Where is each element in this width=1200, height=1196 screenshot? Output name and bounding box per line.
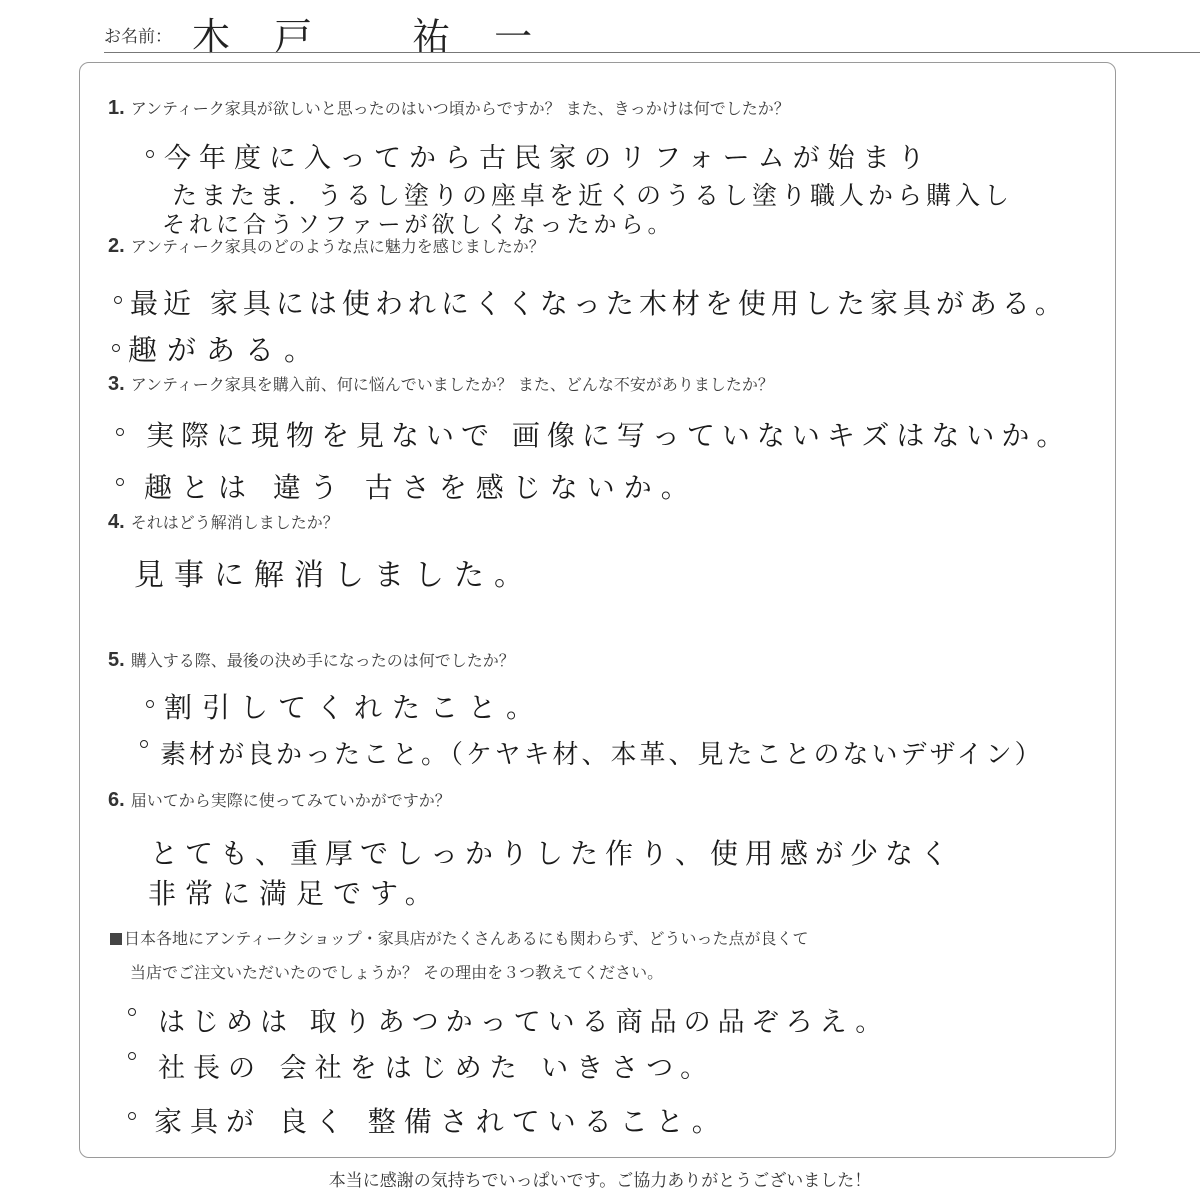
question-text: アンティーク家具を購入前、何に悩んでいましたか？ また、どんな不安がありましたか？ xyxy=(130,375,774,394)
question-number: 3. xyxy=(108,373,125,395)
question-number: 4. xyxy=(108,511,125,533)
answer-4-1: 見事に解消しました。 xyxy=(134,558,534,593)
answer-1-1: 今年度に入ってから古民家のリフォームが始まり xyxy=(164,143,933,174)
question-text: 購入する際、最後の決め手になったのは何でしたか？ xyxy=(130,651,515,670)
question-1 xyxy=(108,96,790,120)
bullet-icon xyxy=(116,478,124,486)
answer-2-1: 最近 家具には使われにくくなった木材を使用した家具がある。 xyxy=(130,287,1068,320)
answer-1-2: たまたま．うるし塗りの座卓を近くのうるし塗り職人から購入し xyxy=(172,181,1014,210)
question-3 xyxy=(108,372,774,396)
answer-6-1: とても、重厚でしっかりした作り、使用感が少なく xyxy=(150,837,956,870)
question-6 xyxy=(108,788,451,812)
question-number: 2. xyxy=(108,235,125,257)
answer-1-3: それに合うソファーが欲しくなったから。 xyxy=(162,212,675,238)
bullet-icon xyxy=(128,1008,136,1016)
name-label: お名前： xyxy=(104,27,172,47)
name-value: 木戸 祐一 xyxy=(192,15,577,59)
question-5 xyxy=(108,648,515,672)
bullet-icon xyxy=(146,700,154,708)
bonus-answer-1: はじめは 取りあつかっている商品の品ぞろえ。 xyxy=(158,1007,890,1038)
bonus-question-line-1: 日本各地にアンティークショップ・家具店がたくさんあるにも関わらず、どういった点が良くて xyxy=(110,926,808,949)
answer-3-1: 実際に現物を見ないで 画像に写っていないキズはないか。 xyxy=(146,419,1072,452)
question-number: 5. xyxy=(108,649,125,671)
question-number: 1. xyxy=(108,97,125,119)
name-underline xyxy=(104,52,1200,53)
question-2 xyxy=(108,234,545,258)
bonus-answer-3: 家具が 良く 整備されていること。 xyxy=(154,1105,728,1138)
bullet-icon xyxy=(112,344,120,352)
bullet-icon xyxy=(128,1052,136,1060)
answer-5-2: 素材が良かったこと。（ケヤキ材、本革、見たことのないデザイン） xyxy=(160,740,1044,770)
answer-6-2: 非常に満足です。 xyxy=(148,877,442,910)
square-bullet-icon xyxy=(110,933,122,945)
bonus-answer-2: 社長の 会社をはじめた いきさつ。 xyxy=(158,1053,716,1084)
bonus-question-line-2: 当店でご注文いただいたのでしょうか？ その理由を３つ教えてください。 xyxy=(130,963,664,982)
question-text: それはどう解消しましたか？ xyxy=(130,513,339,532)
question-number: 6. xyxy=(108,789,125,811)
answer-5-1: 割引してくれたこと。 xyxy=(164,691,545,724)
bullet-icon xyxy=(128,1112,136,1120)
question-text: 届いてから実際に使ってみていかがですか？ xyxy=(130,791,451,810)
name-row xyxy=(104,10,1200,59)
answer-3-2: 趣とは 違う 古さを感じないか。 xyxy=(144,471,698,504)
bullet-icon xyxy=(140,740,148,748)
question-text: アンティーク家具のどのような点に魅力を感じましたか？ xyxy=(130,237,545,256)
bullet-icon xyxy=(116,428,124,436)
bullet-icon xyxy=(114,296,122,304)
question-text: アンティーク家具が欲しいと思ったのはいつ頃からですか？ また、きっかけは何でしたか？ xyxy=(130,99,790,118)
bullet-icon xyxy=(146,150,154,158)
footer-thanks: 本当に感謝の気持ちでいっぱいです。ご協力ありがとうございました！ xyxy=(328,1171,872,1191)
question-4 xyxy=(108,510,339,534)
answer-2-2: 趣がある。 xyxy=(128,333,324,367)
